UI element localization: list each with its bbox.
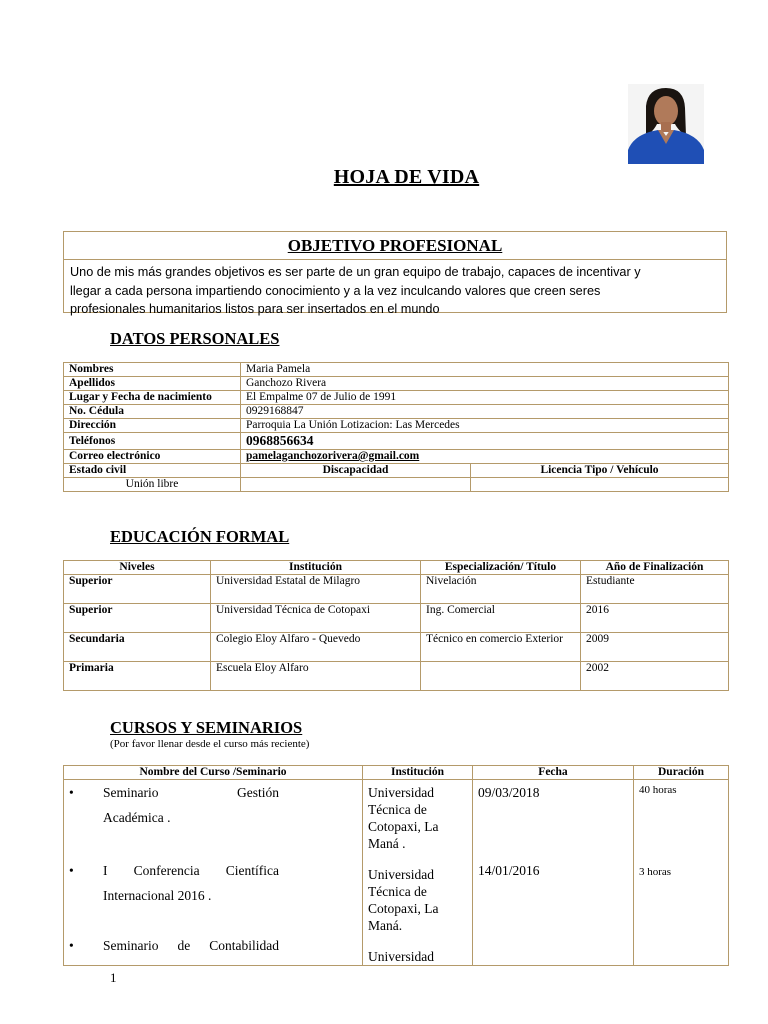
label-cell: Nombres xyxy=(64,363,241,377)
column-header: Institución xyxy=(211,561,421,575)
institution-cell: Universidad Técnica de Cotopaxi xyxy=(211,604,421,633)
column-header: Especialización/ Título xyxy=(421,561,581,575)
course-institution: Universidad Técnica de Cotopaxi, La Maná . xyxy=(368,785,439,851)
value-cell: Maria Pamela xyxy=(241,363,729,377)
institution-cell: Universidad Estatal de Milagro xyxy=(211,575,421,604)
table-row xyxy=(64,433,729,450)
column-header: Duración xyxy=(634,766,729,780)
level-cell: Primaria xyxy=(64,662,211,691)
year-cell: 2016 xyxy=(581,604,729,633)
profile-photo xyxy=(628,84,704,164)
course-institution: Universidad Técnica de Cotopaxi, La Maná. xyxy=(368,867,439,933)
personal-data-table xyxy=(63,362,729,492)
courses-note: (Por favor llenar desde el curso más reciente) xyxy=(110,738,310,750)
course-date: 14/01/2016 xyxy=(478,863,540,878)
label-cell: Teléfonos xyxy=(64,433,241,450)
course-name: I Conferencia Científica xyxy=(103,863,279,878)
label-cell: No. Cédula xyxy=(64,405,241,419)
title-cell: Técnico en comercio Exterior xyxy=(421,633,581,662)
bullet-icon: • xyxy=(69,785,74,800)
institution-cell: Colegio Eloy Alfaro - Quevedo xyxy=(211,633,421,662)
disability-header: Discapacidad xyxy=(241,464,471,478)
course-duration: 3 horas xyxy=(639,866,672,878)
table-row xyxy=(64,405,729,419)
page-title: HOJA DE VIDA xyxy=(333,166,480,188)
course-date: 09/03/2018 xyxy=(478,785,540,800)
civil-status-value: Unión libre xyxy=(64,478,241,492)
phone-value: 0968856634 xyxy=(241,433,729,450)
table-row xyxy=(64,450,729,464)
course-name: Académica . xyxy=(103,810,171,825)
column-header: Nombre del Curso /Seminario xyxy=(64,766,363,780)
level-cell: Superior xyxy=(64,575,211,604)
course-item xyxy=(69,784,357,862)
objective-box xyxy=(63,231,727,316)
personal-data-heading: DATOS PERSONALES xyxy=(110,329,280,348)
course-institutions-cell xyxy=(363,780,473,966)
label-cell: Lugar y Fecha de nacimiento xyxy=(64,391,241,405)
course-name: Seminario de Contabilidad xyxy=(103,938,279,953)
course-item xyxy=(69,862,357,937)
table-row xyxy=(64,662,729,691)
level-cell: Superior xyxy=(64,604,211,633)
license-value xyxy=(471,478,729,492)
column-header: Institución xyxy=(363,766,473,780)
disability-value xyxy=(241,478,471,492)
year-cell: 2009 xyxy=(581,633,729,662)
email-link[interactable]: pamelaganchozorivera@gmail.com xyxy=(241,450,729,464)
course-duration: 40 horas xyxy=(639,784,677,796)
value-cell: 0929168847 xyxy=(241,405,729,419)
objective-line: Uno de mis más grandes objetivos es ser parte de un gran equipo de trabajo, capaces de incentivar y xyxy=(70,265,641,279)
table-row xyxy=(64,633,729,662)
bullet-icon: • xyxy=(69,863,74,878)
education-heading: EDUCACIÓN FORMAL xyxy=(110,527,290,546)
year-cell: 2002 xyxy=(581,662,729,691)
level-cell: Secundaria xyxy=(64,633,211,662)
courses-heading: CURSOS Y SEMINARIOS xyxy=(110,718,303,737)
course-name: Seminario Gestión xyxy=(103,785,279,800)
value-cell: Parroquia La Unión Lotizacion: Las Mercedes xyxy=(241,419,729,433)
table-row xyxy=(64,478,729,492)
value-cell: El Empalme 07 de Julio de 1991 xyxy=(241,391,729,405)
table-row xyxy=(64,464,729,478)
institution-cell: Escuela Eloy Alfaro xyxy=(211,662,421,691)
table-row xyxy=(64,575,729,604)
course-item xyxy=(69,937,357,954)
course-institution: Universidad xyxy=(368,949,434,964)
table-row xyxy=(64,604,729,633)
objective-line: profesionales humanitarios listos para ser insertados en el mundo xyxy=(70,302,440,316)
table-row xyxy=(64,780,729,966)
year-cell: Estudiante xyxy=(581,575,729,604)
table-header-row xyxy=(64,766,729,780)
objective-heading: OBJETIVO PROFESIONAL xyxy=(64,232,726,260)
table-row xyxy=(64,377,729,391)
table-header-row xyxy=(64,561,729,575)
table-row xyxy=(64,391,729,405)
title-cell xyxy=(421,662,581,691)
course-durations-cell xyxy=(634,780,729,966)
column-header: Niveles xyxy=(64,561,211,575)
education-table xyxy=(63,560,729,691)
objective-line: llegar a cada persona impartiendo conocimiento y a la vez inculcando valores que creen seres xyxy=(70,283,601,298)
course-dates-cell xyxy=(473,780,634,966)
value-cell: Ganchozo Rivera xyxy=(241,377,729,391)
label-cell: Estado civil xyxy=(64,464,241,478)
bullet-icon: • xyxy=(69,938,74,953)
table-row xyxy=(64,363,729,377)
table-row xyxy=(64,419,729,433)
label-cell: Dirección xyxy=(64,419,241,433)
label-cell: Correo electrónico xyxy=(64,450,241,464)
column-header: Fecha xyxy=(473,766,634,780)
course-name: Internacional 2016 . xyxy=(103,888,212,903)
page-number: 1 xyxy=(110,970,117,985)
title-cell: Ing. Comercial xyxy=(421,604,581,633)
label-cell: Apellidos xyxy=(64,377,241,391)
objective-text xyxy=(64,260,726,319)
course-names-cell xyxy=(64,780,363,966)
column-header: Año de Finalización xyxy=(581,561,729,575)
courses-table xyxy=(63,765,729,966)
license-header: Licencia Tipo / Vehículo xyxy=(471,464,729,478)
title-cell: Nivelación xyxy=(421,575,581,604)
